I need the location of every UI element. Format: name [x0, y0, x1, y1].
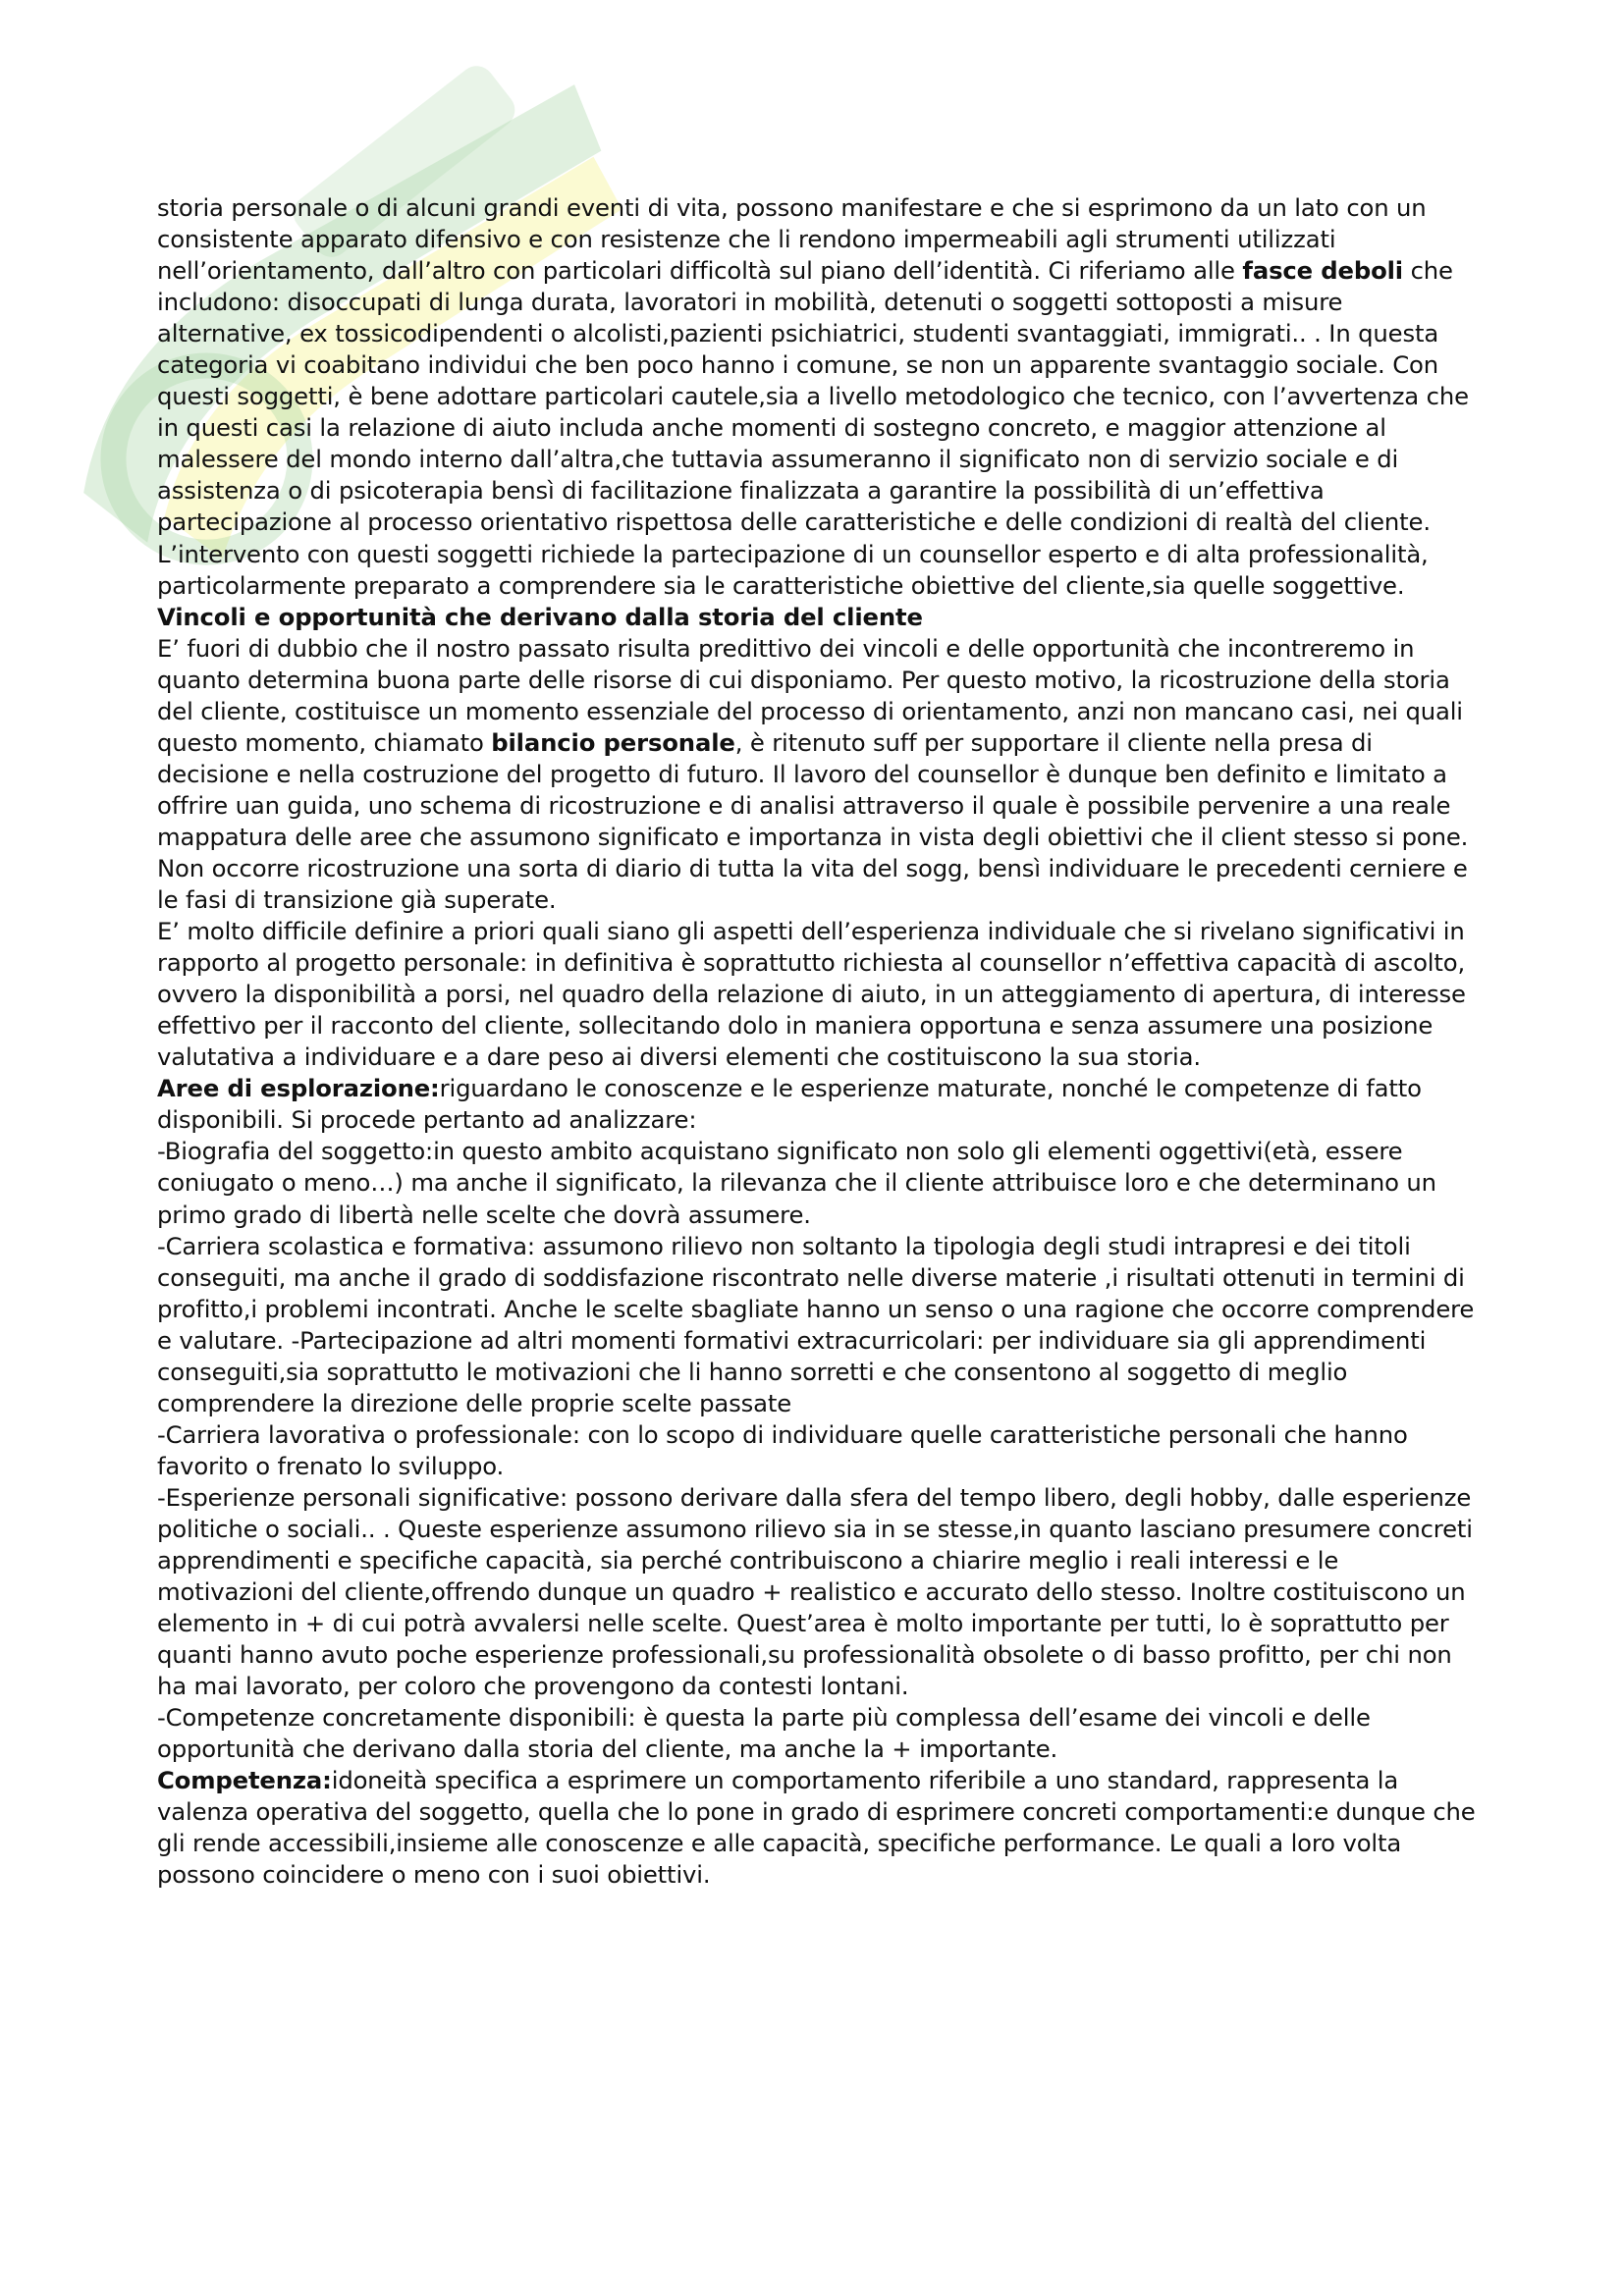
bold-term: fasce deboli [1242, 256, 1403, 286]
document-body [157, 192, 1478, 1892]
list-item: -Biografia del soggetto:in questo ambito acquistano significato non solo gli elementi oggettivi(età, essere coniugato o meno…) ma anche il significato, la rilevanza che il cliente attribuisce loro e che determinano un primo grado di libertà nelle scelte che dovrà assumere. [157, 1137, 1436, 1229]
list-item: -Esperienze personali significative: possono derivare dalla sfera del tempo libero, degli hobby, dalle esperienze politiche o sociali.. . Queste esperienze assumono rilievo sia in se stesse,in quanto lasciano presumere concreti apprendimenti e specifiche capacità, sia perché contribuiscono a chiarire meglio i reali interessi e le motivazioni del cliente,offrendo dunque un quadro + realistico e accurato dello stesso. Inoltre costituiscono un elemento in + di cui potrà avvalersi nelle scelte. Quest’area è molto importante per tutti, lo è soprattutto per quanti hanno avuto poche esperienze professionali,su professionalità obsolete o di basso profitto, per chi non ha mai lavorato, per coloro che provengono da contesti lontani. [157, 1482, 1473, 1701]
bold-term: Aree di esplorazione: [157, 1074, 440, 1103]
section-heading: Vincoli e opportunità che derivano dalla storia del cliente [157, 602, 923, 631]
paragraph: E’ fuori di dubbio che il nostro passato risulta predittivo dei vincoli e delle opportunità che incontreremo in quanto determina buona parte delle risorse di cui disponiamo. Per questo motivo, la ricostruzione della storia del cliente, costituisce un momento essenziale del processo di orientamento, anzi non mancano casi, nei quali questo momento, chiamato bilancio personale, è ritenuto suff per supportare il cliente nella presa di decisione e nella costruzione del progetto di futuro. Il lavoro del counsellor è dunque ben definito e limitato a offrire uan guida, uno schema di ricostruzione e di analisi attraverso il quale è possibile pervenire a una reale mappatura delle aree che assumono significato e importanza in vista degli obiettivi che il client stesso si pone. [157, 633, 1469, 851]
paragraph: Aree di esplorazione:riguardano le conoscenze e le esperienze maturate, nonché le competenze di fatto disponibili. Si procede pertanto ad analizzare: [157, 1074, 1422, 1135]
paragraph: storia personale o di alcuni grandi eventi di vita, possono manifestare e che si esprimono da un lato con un consistente apparato difensivo e con resistenze che li rendono impermeabili agli strumenti utilizzati nell’orientamento, dall’altro con particolari difficoltà sul piano dell’identità. Ci riferiamo alle fasce deboli che includono: disoccupati di lunga durata, lavoratori in mobilità, detenuti o soggetti sottoposti a misure alternative, ex tossicodipendenti o alcolisti,pazienti psichiatrici, studenti svantaggiati, immigrati.. . In questa categoria vi coabitano individui che ben poco hanno i comune, se non un apparente svantaggio sociale. Con questi soggetti, è bene adottare particolari cautele,sia a livello metodologico che tecnico, con l’avvertenza che in questi casi la relazione di aiuto includa anche momenti di sostegno concreto, e maggior attenzione al malessere del mondo interno dall’altra,che tuttavia assumeranno il significato non di servizio sociale e di assistenza o di psicoterapia bensì di facilitazione finalizzata a garantire la possibilità di un’effettiva partecipazione al processo orientativo rispettosa delle caratteristiche e delle condizioni di realtà del cliente. [157, 193, 1469, 537]
bold-term: Competenza: [157, 1766, 332, 1795]
list-item: -Carriera scolastica e formativa: assumono rilievo non soltanto la tipologia degli studi intrapresi e dei titoli conseguiti, ma anche il grado di soddisfazione riscontrato nelle diverse materie ,i risultati ottenuti in termini di profitto,i problemi incontrati. Anche le scelte sbagliate hanno un senso o una ragione che occorre comprendere e valutare. -Partecipazione ad altri momenti formativi extracurricolari: per individuare sia gli apprendimenti conseguiti,sia soprattutto le motivazioni che li hanno sorretti e che consentono al soggetto di meglio comprendere la direzione delle proprie scelte passate [157, 1231, 1475, 1417]
paragraph: Competenza:idoneità specifica a esprimere un comportamento riferibile a uno standard, rappresenta la valenza operativa del soggetto, quella che lo pone in grado di esprimere concreti comportamenti:e dunque che gli rende accessibili,insieme alle conoscenze e alle capacità, specifiche performance. Le quali a loro volta possono coincidere o meno con i suoi obiettivi. [157, 1766, 1476, 1890]
bold-term: bilancio personale [491, 727, 735, 757]
list-item: -Competenze concretamente disponibili: è questa la parte più complessa dell’esame dei vincoli e delle opportunità che derivano dalla storia del cliente, ma anche la + importante. [157, 1703, 1371, 1764]
paragraph: E’ molto difficile definire a priori quali siano gli aspetti dell’esperienza individuale che si rivelano significativi in rapporto al progetto personale: in definitiva è soprattutto richiesta al counsellor n’effettiva capacità di ascolto, ovvero la disponibilità a porsi, nel quadro della relazione di aiuto, in un atteggiamento di apertura, di interesse effettivo per il racconto del cliente, sollecitando dolo in maniera opportuna e senza assumere una posizione valutativa a individuare e a dare peso ai diversi elementi che costituiscono la sua storia. [157, 917, 1466, 1072]
list-item: -Carriera lavorativa o professionale: con lo scopo di individuare quelle caratteristiche personali che hanno favorito o frenato lo sviluppo. [157, 1419, 1408, 1480]
paragraph: Non occorre ricostruzione una sorta di diario di tutta la vita del sogg, bensì individuare le precedenti cerniere e le fasi di transizione già superate. [157, 853, 1468, 915]
paragraph: L’intervento con questi soggetti richiede la partecipazione di un counsellor esperto e di alta professionalità, particolarmente preparato a comprendere sia le caratteristiche obiettive del cliente,sia quelle soggettive. [157, 539, 1429, 600]
